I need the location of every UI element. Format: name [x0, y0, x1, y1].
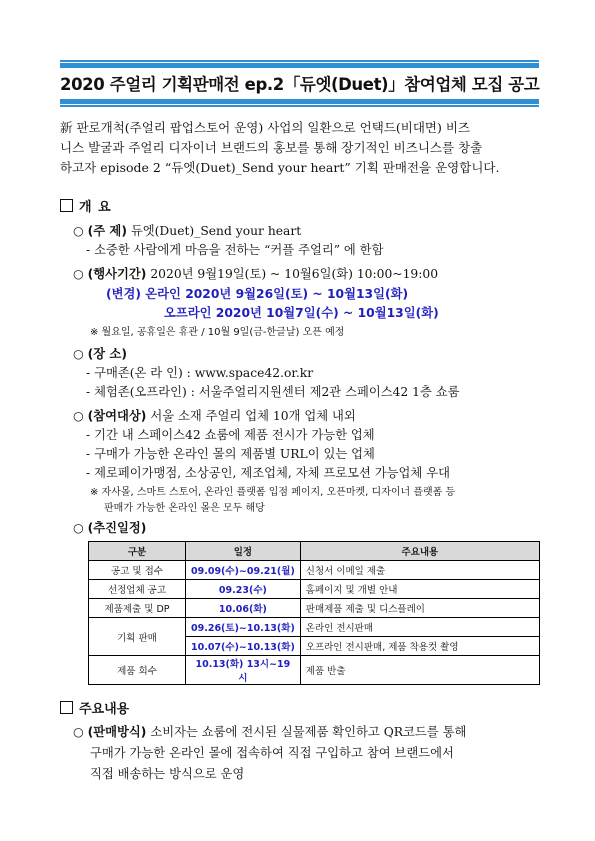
intro-paragraph: [60, 118, 540, 178]
target-condition: - 제로페이가맹점, 소상공인, 제조업체, 자체 프로모션 가능업체 우대: [86, 466, 450, 480]
sales-label: (판매방식): [87, 725, 147, 739]
circle-bullet-icon: ○: [73, 409, 84, 423]
theme-item: [73, 221, 301, 239]
table-cell-date: 10.06(화): [186, 599, 301, 618]
table-cell-content: 제품 반출: [300, 656, 539, 685]
table-cell-category: 제품제출 및 DP: [89, 599, 186, 618]
target-condition: - 구매가 가능한 온라인 몰의 제품별 URL이 있는 업체: [86, 447, 375, 461]
table-header: 일정: [186, 542, 301, 561]
title-rule-top: [60, 60, 539, 62]
checkbox-square-icon: [60, 701, 73, 714]
intro-line: 니스 발굴과 주얼리 디자이너 브랜드의 홍보를 통해 장기적인 비즈니스를 창출: [60, 140, 483, 155]
intro-line: 하고자 episode 2 “듀엣(Duet)_Send your heart” 기획 판매전을 운영합니다.: [60, 160, 500, 175]
sales-line: 소비자는 쇼룸에 전시된 실물제품 확인하고 QR코드를 통해: [150, 725, 467, 739]
sales-line: 직접 배송하는 방식으로 운영: [90, 767, 245, 781]
table-cell-category: 제품 회수: [89, 656, 186, 685]
table-cell-category: 선정업체 공고: [89, 580, 186, 599]
title-rule-bottom-thick: [60, 99, 539, 104]
period-note: ※ 월요일, 공휴일은 휴관 / 10월 9일(금-한글날) 오픈 예정: [90, 327, 345, 338]
table-cell-content: 신청서 이메일 제출: [300, 561, 539, 580]
table-cell-content: 홈페이지 및 개별 안내: [300, 580, 539, 599]
table-row: [89, 618, 540, 637]
page-title: 2020 주얼리 기획판매전 ep.2「듀엣(Duet)」참여업체 모집 공고: [60, 75, 540, 94]
table-row: [89, 599, 540, 618]
theme-desc: - 소중한 사람에게 마음을 전하는 “커플 주얼리” 에 한함: [86, 243, 384, 257]
theme-label: (주 제): [87, 224, 127, 238]
table-cell-category: 기획 판매: [89, 618, 186, 656]
target-condition: - 기간 내 스페이스42 쇼룸에 제품 전시가 가능한 업체: [86, 428, 375, 442]
place-online: - 구매존(온 라 인) : www.space42.or.kr: [86, 366, 314, 380]
table-row: [89, 561, 540, 580]
table-row: [89, 580, 540, 599]
table-cell-content: 온라인 전시판매: [300, 618, 539, 637]
table-cell-category: 공고 및 접수: [89, 561, 186, 580]
table-cell-date: 09.09(수)~09.21(월): [186, 561, 301, 580]
table-header: 구분: [89, 542, 186, 561]
circle-bullet-icon: ○: [73, 521, 84, 535]
intro-line: 新 판로개척(주얼리 팝업스토어 운영) 사업의 일환으로 언택드(비대면) 비즈: [60, 120, 470, 135]
table-header: 주요내용: [300, 542, 539, 561]
table-cell-date: 09.26(토)~10.13(화): [186, 618, 301, 637]
period-change-online: [106, 284, 408, 302]
title-banner: [60, 60, 539, 107]
circle-bullet-icon: ○: [73, 347, 84, 361]
period-value: 2020년 9월19일(토) ~ 10월6일(화) 10:00~19:00: [150, 267, 439, 281]
table-row: [89, 656, 540, 685]
circle-bullet-icon: ○: [73, 725, 84, 739]
target-note-cont: 판매가 가능한 온라인 몰은 모두 해당: [104, 503, 265, 514]
online-period: 온라인 2020년 9월26일(토) ~ 10월13일(화): [145, 287, 409, 301]
table-cell-content: 판매제품 제출 및 디스플레이: [300, 599, 539, 618]
sales-item: [73, 722, 466, 740]
place-offline: - 체험존(오프라인) : 서울주얼리지원센터 제2관 스페이스42 1층 쇼룸: [86, 385, 460, 399]
schedule-item: [73, 518, 146, 536]
section-overview-heading: 개 요: [60, 196, 112, 215]
target-value: 서울 소재 주얼리 업체 10개 업체 내외: [150, 409, 356, 423]
table-cell-date: 10.13(화) 13시~19시: [186, 656, 301, 685]
target-item: [73, 406, 356, 424]
table-cell-date: 09.23(수): [186, 580, 301, 599]
period-item: [73, 264, 438, 282]
table-cell-date: 10.07(수)~10.13(화): [186, 637, 301, 656]
schedule-label: (추진일정): [87, 521, 147, 535]
circle-bullet-icon: ○: [73, 267, 84, 281]
checkbox-square-icon: [60, 199, 73, 212]
circle-bullet-icon: ○: [73, 224, 84, 238]
schedule-table: [88, 541, 540, 685]
sales-line: 구매가 가능한 온라인 몰에 접속하여 직접 구입하고 참여 브랜드에서: [90, 746, 454, 760]
target-label: (참여대상): [87, 409, 147, 423]
offline-period: 오프라인 2020년 10월7일(수) ~ 10월13일(화): [164, 306, 439, 320]
table-cell-content: 오프라인 전시판매, 제품 착용컷 촬영: [300, 637, 539, 656]
change-label: (변경): [106, 287, 141, 301]
target-note: ※ 자사몰, 스마트 스토어, 온라인 플랫폼 입점 페이지, 오픈마켓, 디자이너 플랫폼 등: [90, 487, 456, 498]
place-item: [73, 344, 127, 362]
section-main-heading: 주요내용: [60, 698, 129, 717]
table-header-row: [89, 542, 540, 561]
theme-value: 듀엣(Duet)_Send your heart: [130, 224, 302, 238]
period-label: (행사기간): [87, 267, 147, 281]
title-rule-bottom: [60, 105, 539, 107]
place-label: (장 소): [87, 347, 127, 361]
